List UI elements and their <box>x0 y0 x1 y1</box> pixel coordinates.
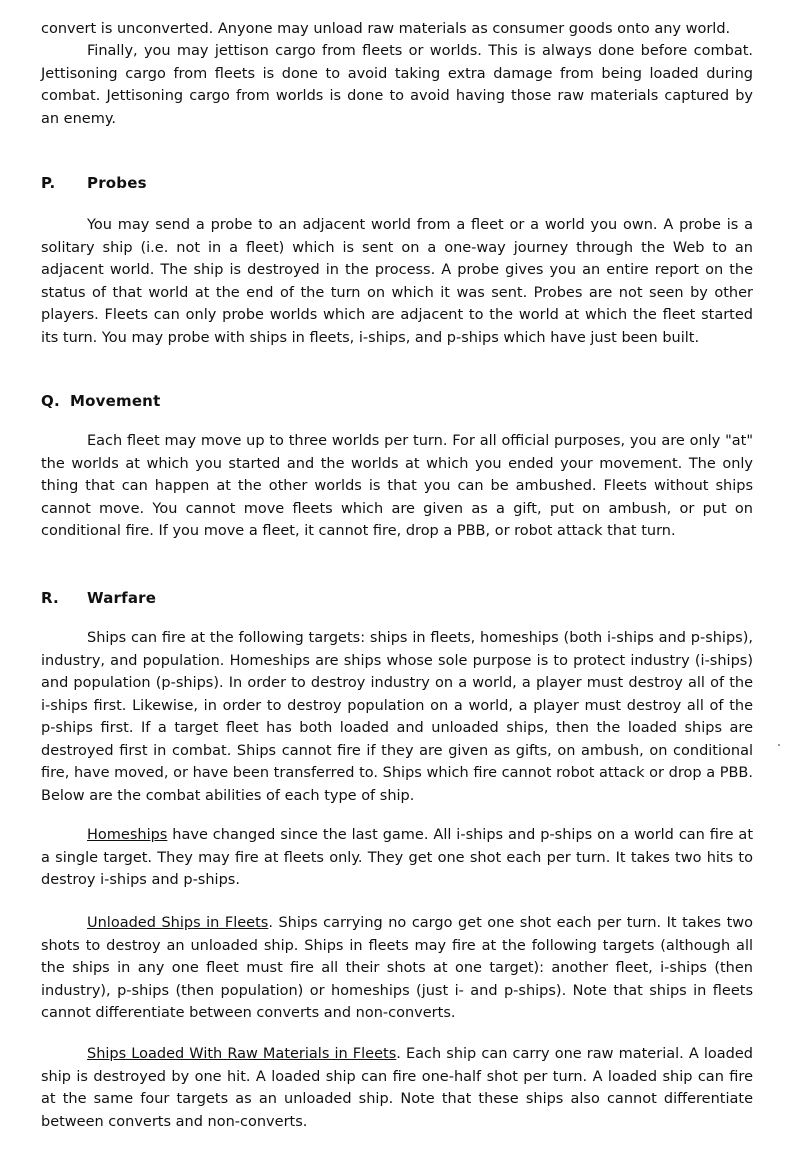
continued-paragraph: convert is unconverted. Anyone may unload raw materials as consumer goods onto any world. <box>41 21 731 37</box>
section-heading-warfare <box>41 587 156 609</box>
section-title: Movement <box>70 392 161 410</box>
section-heading-movement <box>41 390 160 412</box>
homeships-term: Homeships <box>87 827 168 843</box>
jettison-paragraph: Finally, you may jettison cargo from fleets or worlds. This is always done before combat. Jettisoning cargo from fleets is done to avoid taking extra damage from being loaded during combat. Jettisoning cargo from worlds is done to avoid having those raw materials captured by an enemy. <box>41 43 753 127</box>
unloaded-ships-paragraph <box>41 912 753 1025</box>
section-letter: Q. <box>41 392 60 410</box>
loaded-ships-term: Ships Loaded With Raw Materials in Fleets <box>87 1046 397 1062</box>
section-letter: R. <box>41 589 59 607</box>
unloaded-ships-term: Unloaded Ships in Fleets <box>87 915 269 931</box>
unloaded-ships-text: . Ships carrying no cargo get one shot each per turn. It takes two shots to destroy an unloaded ship. Ships in fleets may fire at the following targets (although all the ships in any one fleet must fire all their shots at one target): another fleet, i-ships (then industry), p-ships (then population) or homeships (just i- and p-ships). Note that ships in fleets cannot differentiate between converts and non-converts. <box>41 915 753 1021</box>
movement-paragraph: Each fleet may move up to three worlds per turn. For all official purposes, you are only "at" the worlds at which you started and the worlds at which you ended your movement. The only thing that can happen at the other worlds is that you can be ambushed. Fleets without ships cannot move. You cannot move fleets which are given as a gift, put on ambush, or put on conditional fire. If you move a fleet, it cannot fire, drop a PBB, or robot attack that turn. <box>41 433 753 539</box>
section-title: Probes <box>87 174 147 192</box>
section-letter: P. <box>41 174 56 192</box>
section-title: Warfare <box>87 589 157 607</box>
warfare-paragraph: Ships can fire at the following targets: ships in fleets, homeships (both i-ships and p-ships), industry, and population. Homeships are ships whose sole purpose is to protect industry (i-ships) and population (p-ships). In order to destroy industry on a world, a player must destroy all of the i-ships first. Likewise, in order to destroy population on a world, a player must destroy all of the p-ships first. If a target fleet has both loaded and unloaded ships, then the loaded ships are destroyed first in combat. Ships cannot fire if they are given as gifts, on ambush, on conditional fire, have moved, or have been transferred to. Ships which fire cannot robot attack or drop a PBB. Below are the combat abilities of each type of ship. <box>41 630 753 804</box>
homeships-paragraph <box>41 824 753 892</box>
loaded-ships-text: . Each ship can carry one raw material. A loaded ship is destroyed by one hit. A loaded ship can fire one-half shot per turn. A loaded ship can fire at the same four targets as an unloaded ship. Note that these ships also cannot differentiate between converts and non-converts. <box>41 1046 753 1130</box>
section-heading-probes <box>41 172 147 194</box>
probes-paragraph: You may send a probe to an adjacent world from a fleet or a world you own. A probe is a solitary ship (i.e. not in a fleet) which is sent on a one-way journey through the Web to an adjacent world. The ship is destroyed in the process. A probe gives you an entire report on the status of that world at the end of the turn on which it was sent. Probes are not seen by other players. Fleets can only probe worlds which are adjacent to the world at which the fleet started its turn. You may probe with ships in fleets, i-ships, and p-ships which have just been built. <box>41 217 753 346</box>
homeships-text: have changed since the last game. All i-ships and p-ships on a world can fire at a single target. They may fire at fleets only. They get one shot each per turn. It takes two hits to destroy i-ships and p-ships. <box>41 827 753 888</box>
loaded-ships-paragraph <box>41 1043 753 1133</box>
scan-speck <box>778 744 780 746</box>
